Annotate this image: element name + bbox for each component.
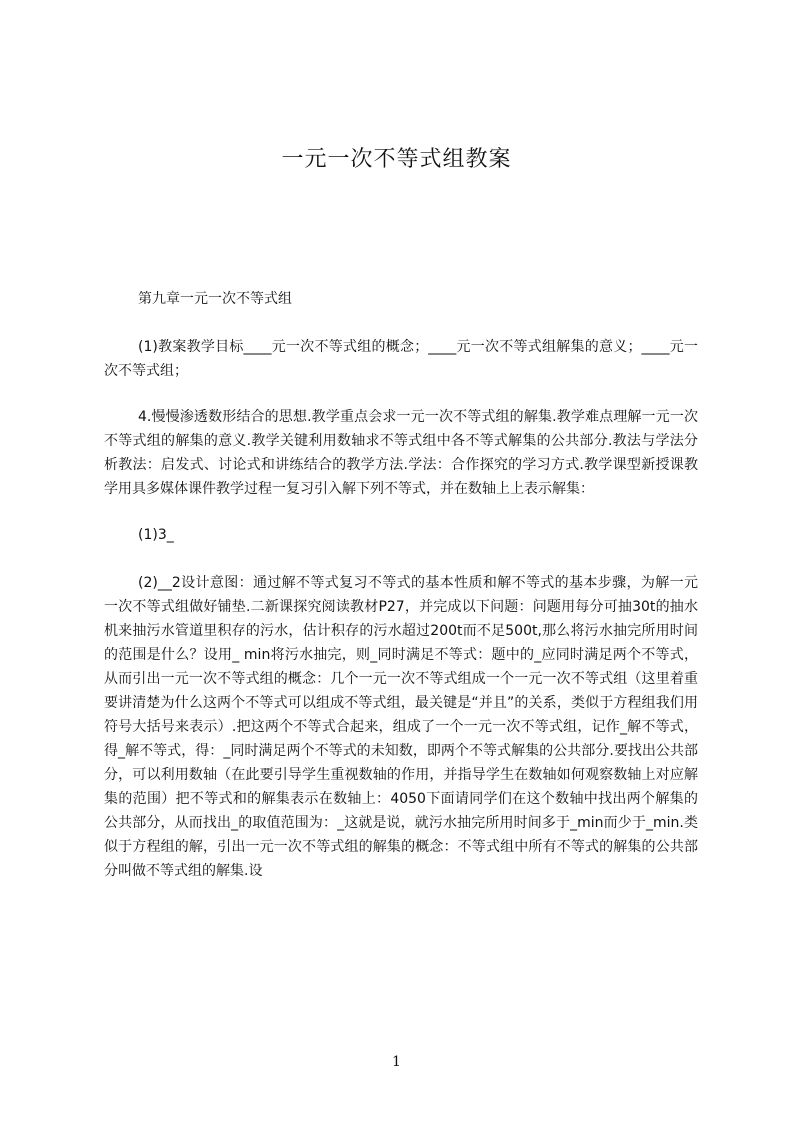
document-body: [104, 287, 698, 883]
exercise-item-2-paragraph: (2)__2设计意图：通过解不等式复习不等式的基本性质和解不等式的基本步骤，为解一元一次不等式组做好铺垫.二新课探究阅读教材P27，并完成以下问题：问题用每分可抽30t的抽水机来抽污水管道里积存的污水，估计积存的污水超过200t而不足500t,那么将污水抽完所用时间的范围是什么？设用_ min将污水抽完，则_同时满足不等式：题中的_应同时满足两个不等式，从而引出一元一次不等式组的概念：几个一元一次不等式组成一个一元一次不等式组（这里着重要讲清楚为什么这两个不等式可以组成不等式组，最关键是“并且”的关系，类似于方程组我们用符号大括号来表示）.把这两个不等式合起来，组成了一个一元一次不等式组，记作_解不等式，得_解不等式，得：_同时满足两个不等式的未知数，即两个不等式解集的公共部分.要找出公共部分，可以利用数轴（在此要引导学生重视数轴的作用，并指导学生在数轴如何观察数轴上对应解集的范围）把不等式和的解集表示在数轴上：4050下面请同学们在这个数轴中找出两个解集的公共部分，从而找出_的取值范围为：_这就是说，就污水抽完所用时间多于_min而少于_min.类似于方程组的解，引出一元一次不等式组的解集的概念：不等式组中所有不等式的解集的公共部分叫做不等式组的解集.设: [104, 575, 698, 879]
document-title: 一元一次不等式组教案: [281, 147, 512, 172]
chapter-heading: 第九章一元一次不等式组: [138, 291, 292, 307]
teaching-points-paragraph: 4.慢慢渗透数形结合的思想.教学重点会求一元一次不等式组的解集.教学难点理解一元一次不等式组的解集的意义.教学关键利用数轴求不等式组中各不等式解集的公共部分.教法与学法分析教法：启发式、讨论式和讲练结合的教学方法.学法：合作探究的学习方式.教学课型新授课教学用具多媒体课件教学过程一复习引入解下列不等式，并在数轴上上表示解集：: [104, 409, 698, 497]
teaching-goals-paragraph: (1)教案教学目标____元一次不等式组的概念；____元一次不等式组解集的意义；____元一次不等式组；: [104, 339, 698, 379]
exercise-item-1: (1)3_: [138, 527, 174, 543]
page-number: 1: [392, 1054, 401, 1070]
